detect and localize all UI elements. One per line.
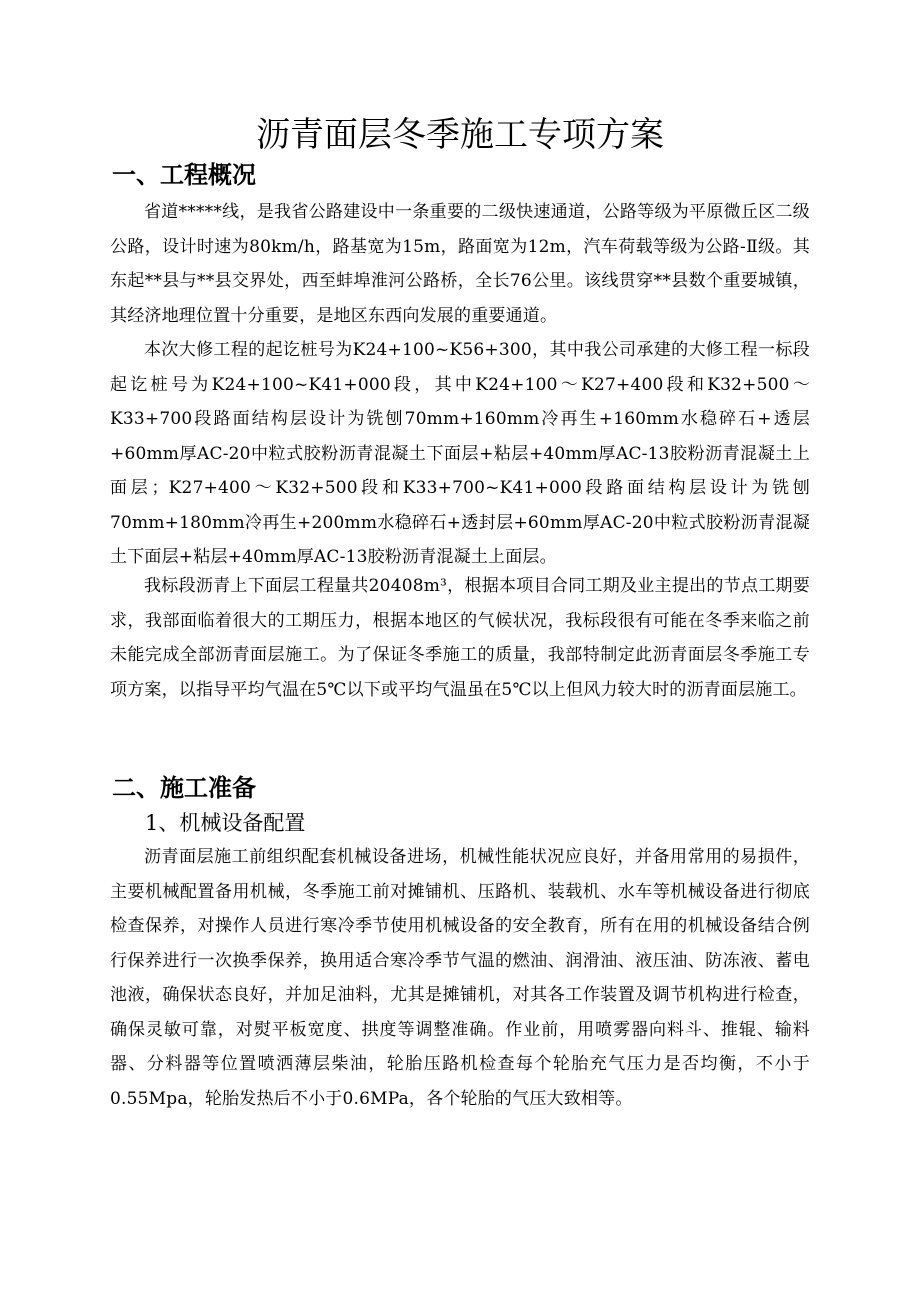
document-title: 沥青面层冬季施工专项方案 xyxy=(256,115,664,155)
paragraph-overview-2: 本次大修工程的起讫桩号为K24+100~K56+300，其中我公司承建的大修工程一标段起讫桩号为K24+100~K41+000段，其中K24+100～K27+400段和K32+500～K33+700段路面结构层设计为铣刨70mm+160mm冷再生+160mm水稳碎石+透层+60mm厚AC-20中粒式胶粉沥青混凝土下面层+粘层+40mm厚AC-13胶粉沥青混凝土上面层；K27+400～K32+500段和K33+700~K41+000段路面结构层设计为铣刨70mm+180mm冷再生+200mm水稳碎石+透封层+60mm厚AC-20中粒式胶粉沥青混凝土下面层+粘层+40mm厚AC-13胶粉沥青混凝土上面层。 xyxy=(110,340,810,567)
paragraph-overview-1: 省道*****线，是我省公路建设中一条重要的二级快速通道，公路等级为平原微丘区二级公路，设计时速为80km/h，路基宽为15m，路面宽为12m，汽车荷载等级为公路-Ⅱ级。其东起**县与**县交界处，西至蚌埠淮河公路桥，全长76公里。该线贯穿**县数个重要城镇，其经济地理位置十分重要，是地区东西向发展的重要通道。 xyxy=(110,202,810,326)
section-heading-overview: 一、工程概况 xyxy=(112,161,256,189)
paragraph-equipment-1: 沥青面层施工前组织配套机械设备进场，机械性能状况应良好，并备用常用的易损件，主要机械配置备用机械，冬季施工前对摊铺机、压路机、装载机、水车等机械设备进行彻底检查保养，对操作人员进行寒冷季节使用机械设备的安全教育，所有在用的机械设备结合例行保养进行一次换季保养，换用适合寒冷季节气温的燃油、润滑油、液压油、防冻液、蓄电池液，确保状态良好，并加足油料，尤其是摊铺机，对其各工作装置及调节机构进行检查，确保灵敏可靠，对熨平板宽度、拱度等调整准确。作业前，用喷雾器向料斗、推辊、输料器、分料器等位置喷洒薄层柴油，轮胎压路机检查每个轮胎充气压力是否均衡，不小于0.55Mpa，轮胎发热后不小于0.6MPa，各个轮胎的气压大致相等。 xyxy=(110,847,810,1109)
section-heading-preparation: 二、施工准备 xyxy=(112,774,256,802)
paragraph-overview-3: 我标段沥青上下面层工程量共20408m³，根据本项目合同工期及业主提出的节点工期要求，我部面临着很大的工期压力，根据本地区的气候状况，我标段很有可能在冬季来临之前未能完成全部沥青面层施工。为了保证冬季施工的质量，我部特制定此沥青面层冬季施工专项方案，以指导平均气温在5℃以下或平均气温虽在5℃以上但风力较大时的沥青面层施工。 xyxy=(110,576,810,700)
subsection-heading-equipment: 1、机械设备配置 xyxy=(145,811,306,835)
